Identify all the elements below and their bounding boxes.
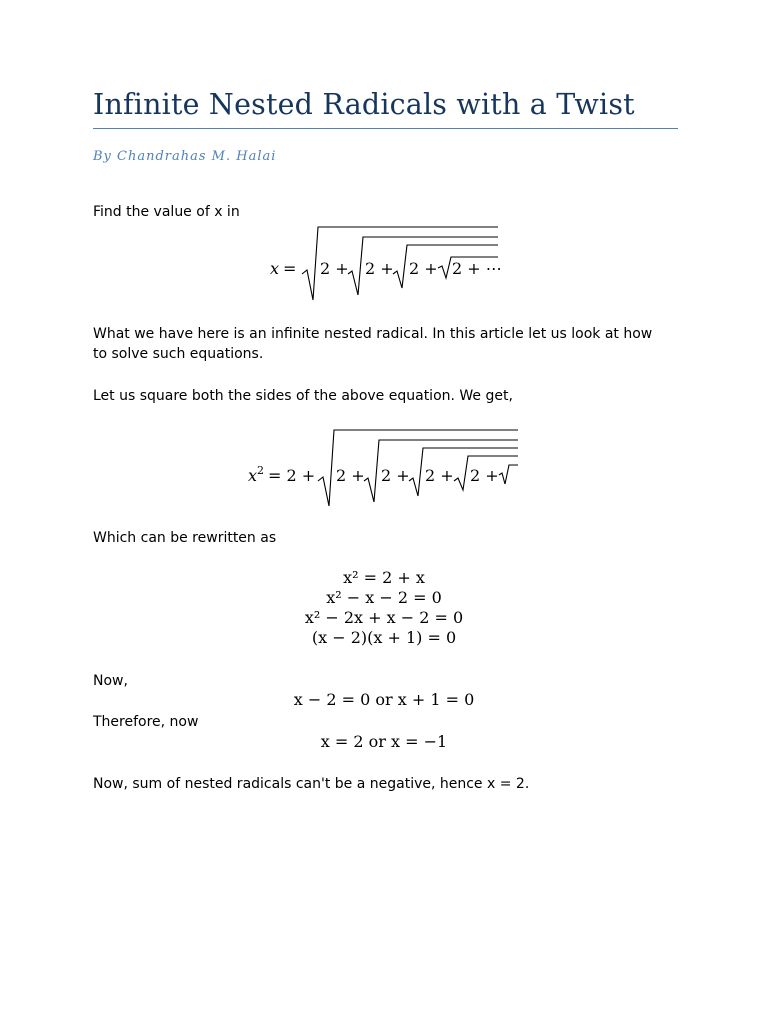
equation-step-4: (x − 2)(x + 1) = 0 [311, 628, 457, 647]
radical-sign-icon [499, 465, 518, 484]
eq1-term-4: 2 + ⋯ [452, 259, 502, 278]
paragraph-therefore: Therefore, now [93, 714, 199, 730]
author-byline: By Chandrahas M. Halai [93, 149, 277, 164]
equation-step-2: x² − x − 2 = 0 [326, 588, 442, 607]
eq1-term-1: 2 + [320, 259, 349, 278]
paragraph-explanation-line-2: to solve such equations. [93, 346, 264, 362]
equation-roots: x − 2 = 0 or x + 1 = 0 [293, 690, 475, 709]
eq2-term-4: 2 + [470, 466, 499, 485]
eq1-term-3: 2 + [409, 259, 438, 278]
paragraph-intro: Find the value of x in [93, 204, 240, 220]
document-title: Infinite Nested Radicals with a Twist [93, 88, 635, 121]
eq2-term-2: 2 + [381, 466, 410, 485]
equation-step-1: x² = 2 + x [343, 568, 425, 587]
paragraph-explanation-line-1: What we have here is an infinite nested radical. In this article let us look at how [93, 326, 653, 342]
equation-nested-radical-2 [240, 422, 530, 512]
paragraph-rewritten: Which can be rewritten as [93, 530, 277, 546]
eq2-term-1: 2 + [336, 466, 365, 485]
equation-solutions: x = 2 or x = −1 [320, 732, 448, 751]
eq2-lhs: $x^2 = 2$ + [248, 464, 316, 485]
paragraph-conclusion: Now, sum of nested radicals can't be a negative, hence x = 2. [93, 776, 530, 792]
eq1-term-2: 2 + [365, 259, 394, 278]
eq1-lhs: x = [270, 259, 297, 278]
equation-nested-radical-1 [262, 218, 512, 304]
paragraph-square-both-sides: Let us square both the sides of the above equation. We get, [93, 388, 513, 404]
eq2-term-3: 2 + [425, 466, 454, 485]
paragraph-now: Now, [93, 673, 128, 689]
equation-step-3: x² − 2x + x − 2 = 0 [304, 608, 464, 627]
title-underline [93, 128, 678, 129]
